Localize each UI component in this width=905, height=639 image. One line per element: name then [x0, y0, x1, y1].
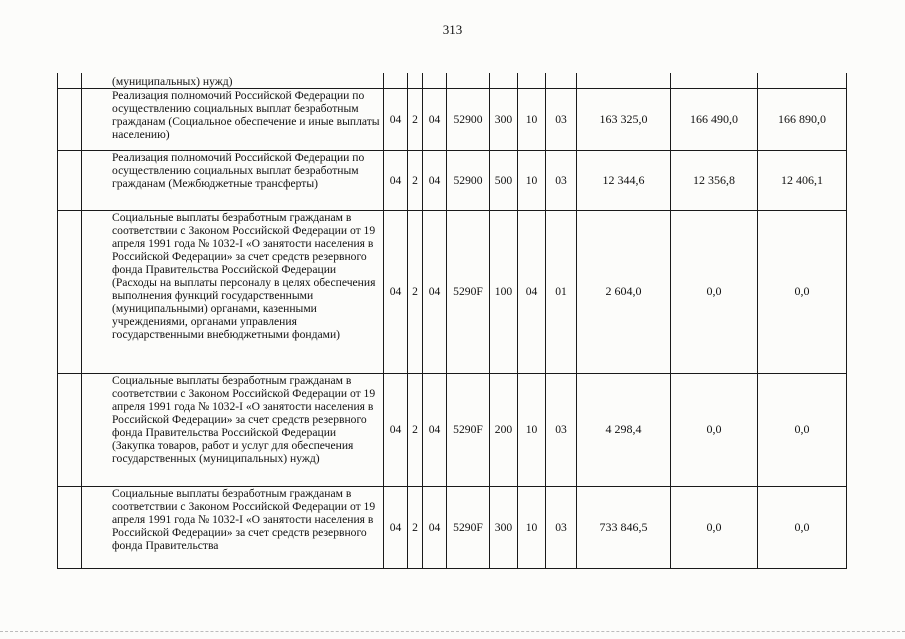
- table-row: [58, 150, 847, 210]
- code-cell: 100: [490, 210, 518, 373]
- code-cell: 04: [423, 210, 447, 373]
- amount-cell: 0,0: [758, 486, 847, 568]
- row-description: Социальные выплаты безработным гражданам в соответствии с Законом Российской Федерации от 19 апреля 1991 года № 1032-I «О занятости населения в Российской Федерации» за счет средств резервного фонда Правительства Российской Федерации (Закупка товаров, работ и услуг для обеспечения государственных (муниципальных) нужд): [82, 373, 384, 486]
- scan-edge-line: [0, 631, 905, 632]
- row-description: Социальные выплаты безработным гражданам в соответствии с Законом Российской Федерации от 19 апреля 1991 года № 1032-I «О занятости населения в Российской Федерации» за счет средств резервного фонда Правительства Российской Федерации (Расходы на выплаты персоналу в целях обеспечения выполнения функций государственными (муниципальными) органами, казенными учреждениями, органами управления государственными внебюджетными фондами): [82, 210, 384, 373]
- index-cell: [58, 150, 82, 210]
- code-cell: 04: [384, 150, 408, 210]
- amount-cell: 2 604,0: [577, 210, 671, 373]
- code-cell: 52900: [447, 150, 490, 210]
- amount-cell: 0,0: [758, 210, 847, 373]
- code-cell: 04: [423, 88, 447, 150]
- amount-cell: 166 890,0: [758, 88, 847, 150]
- amount-cell: 166 490,0: [671, 88, 758, 150]
- amount-cell: 0,0: [671, 210, 758, 373]
- code-cell: 5290F: [447, 210, 490, 373]
- amount-cell: 0,0: [671, 486, 758, 568]
- code-cell: 2: [408, 210, 423, 373]
- code-cell: 04: [384, 210, 408, 373]
- code-cell: 500: [490, 150, 518, 210]
- amount-cell: 4 298,4: [577, 373, 671, 486]
- table-row: [58, 373, 847, 486]
- continuation-row: [58, 73, 847, 88]
- code-cell: 2: [408, 88, 423, 150]
- code-cell: 10: [518, 486, 546, 568]
- amount-cell: 0,0: [671, 373, 758, 486]
- code-cell: 10: [518, 373, 546, 486]
- row-description: Реализация полномочий Российской Федерации по осуществлению социальных выплат безработным гражданам (Межбюджетные трансферты): [82, 150, 384, 210]
- index-cell: [58, 486, 82, 568]
- continuation-text: (муниципальных) нужд): [82, 73, 384, 88]
- code-cell: 04: [384, 373, 408, 486]
- page-number: 313: [442, 22, 463, 37]
- code-cell: 300: [490, 88, 518, 150]
- row-description: Социальные выплаты безработным гражданам в соответствии с Законом Российской Федерации от 19 апреля 1991 года № 1032-I «О занятости населения в Российской Федерации» за счет средств резервного фонда Правительства: [82, 486, 384, 568]
- amount-cell: 733 846,5: [577, 486, 671, 568]
- code-cell: 04: [423, 150, 447, 210]
- code-cell: 03: [546, 486, 577, 568]
- table-row: [58, 210, 847, 373]
- budget-table: [57, 73, 847, 569]
- code-cell: 03: [546, 88, 577, 150]
- code-cell: 01: [546, 210, 577, 373]
- code-cell: 2: [408, 486, 423, 568]
- code-cell: 04: [384, 486, 408, 568]
- code-cell: 5290F: [447, 486, 490, 568]
- code-cell: 2: [408, 150, 423, 210]
- index-cell: [58, 373, 82, 486]
- index-cell: [58, 210, 82, 373]
- code-cell: 03: [546, 373, 577, 486]
- code-cell: 200: [490, 373, 518, 486]
- code-cell: 03: [546, 150, 577, 210]
- table-row: [58, 486, 847, 568]
- amount-cell: 12 344,6: [577, 150, 671, 210]
- code-cell: 5290F: [447, 373, 490, 486]
- code-cell: 2: [408, 373, 423, 486]
- code-cell: 52900: [447, 88, 490, 150]
- amount-cell: 12 356,8: [671, 150, 758, 210]
- index-cell: [58, 88, 82, 150]
- code-cell: 04: [384, 88, 408, 150]
- table-row: [58, 88, 847, 150]
- code-cell: 300: [490, 486, 518, 568]
- amount-cell: 12 406,1: [758, 150, 847, 210]
- code-cell: 04: [423, 373, 447, 486]
- code-cell: 04: [518, 210, 546, 373]
- index-cell: [58, 73, 82, 88]
- amount-cell: 163 325,0: [577, 88, 671, 150]
- row-description: Реализация полномочий Российской Федерации по осуществлению социальных выплат безработным гражданам (Социальное обеспечение и иные выплаты населению): [82, 88, 384, 150]
- amount-cell: 0,0: [758, 373, 847, 486]
- code-cell: 04: [423, 486, 447, 568]
- code-cell: 10: [518, 150, 546, 210]
- code-cell: 10: [518, 88, 546, 150]
